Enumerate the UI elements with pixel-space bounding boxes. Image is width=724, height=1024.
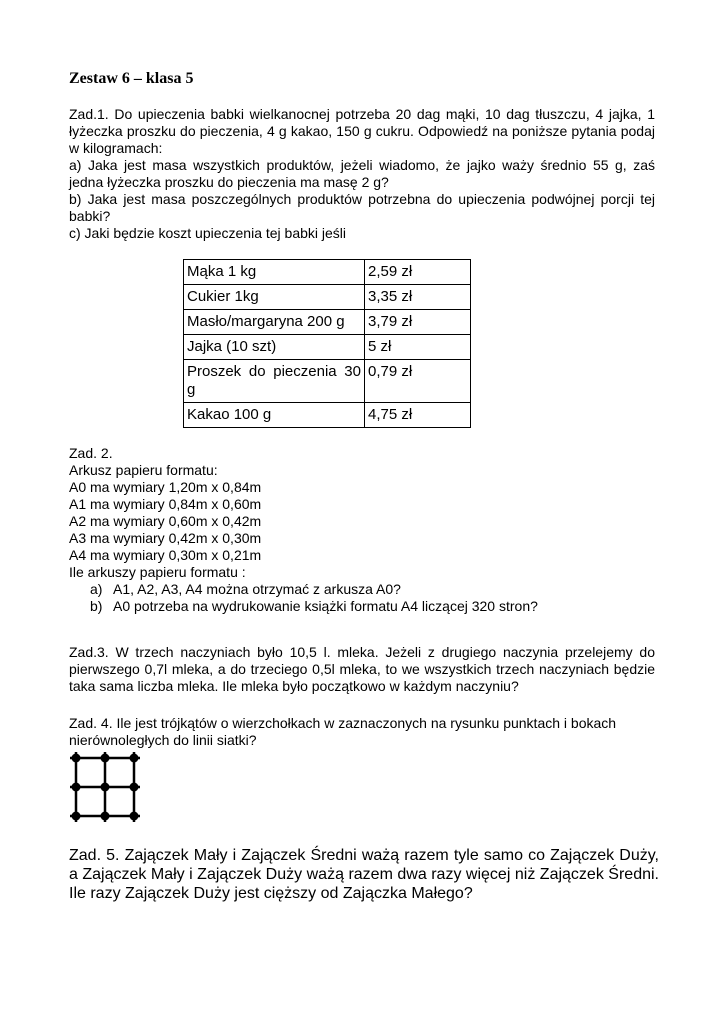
grid-point — [72, 754, 81, 763]
price-value: 0,79 zł — [365, 360, 471, 403]
task-1 — [69, 106, 655, 242]
task-3 — [69, 644, 655, 695]
table-row — [184, 285, 471, 310]
grid-point — [101, 812, 110, 821]
paper-size-a0: A0 ma wymiary 1,20m x 0,84m — [69, 479, 262, 495]
grid-point — [130, 783, 139, 792]
grid-point — [101, 754, 110, 763]
paper-size-a3: A3 ma wymiary 0,42m x 0,30m — [69, 530, 262, 546]
price-item: Proszek do pieczenia 30 g — [184, 360, 365, 403]
task-2 — [69, 445, 655, 615]
price-value: 4,75 zł — [365, 403, 471, 428]
price-value: 3,79 zł — [365, 310, 471, 335]
paper-size-a1: A1 ma wymiary 0,84m x 0,60m — [69, 496, 262, 512]
list-marker: b) — [90, 598, 103, 614]
grid-point — [130, 754, 139, 763]
price-value: 3,35 zł — [365, 285, 471, 310]
price-table — [183, 259, 471, 428]
price-item: Mąka 1 kg — [184, 260, 365, 285]
list-text: A0 potrzeba na wydrukowanie książki formatu A4 liczącej 320 stron? — [113, 598, 538, 614]
task-5-text: Zad. 5. Zajączek Mały i Zajączek Średni ważą razem tyle samo co Zajączek Duży, a Zajączek Mały i Zajączek Duży ważą razem dwa razy więcej niż Zajączek Średni. Ile razy Zajączek Duży jest cięższy od Zajączka Małego? — [69, 847, 659, 902]
table-row — [184, 260, 471, 285]
list-item — [69, 581, 655, 598]
task-3-text: Zad.3. W trzech naczyniach było 10,5 l. mleka. Jeżeli z drugiego naczynia przelejemy do pierwszego 0,7l mleka, a do trzeciego 0,5l mleka, to we wszystkich trzech naczyniach będzie taka sama liczba mleka. Ile mleka było początkowo w każdym naczyniu? — [69, 644, 655, 694]
price-item: Masło/margaryna 200 g — [184, 310, 365, 335]
list-marker: a) — [90, 581, 103, 597]
grid-point — [130, 812, 139, 821]
list-item — [69, 598, 655, 615]
task-1-question-b: b) Jaka jest masa poszczególnych produktów potrzebna do upieczenia podwójnej porcji tej babki? — [69, 191, 655, 224]
grid-point — [72, 783, 81, 792]
task-1-question-c: c) Jaki będzie koszt upieczenia tej babki jeśli — [69, 225, 347, 241]
task-2-question: Ile arkuszy papieru formatu : — [69, 564, 246, 580]
table-row — [184, 335, 471, 360]
task-1-intro: Zad.1. Do upieczenia babki wielkanocnej potrzeba 20 dag mąki, 10 dag tłuszczu, 4 jajka, 1 łyżeczka proszku do pieczenia, 4 g kakao, 150 g cukru. Odpowiedź na poniższe pytania podaj w kilogramach: — [69, 106, 655, 156]
task-5 — [69, 846, 659, 903]
price-value: 5 zł — [365, 335, 471, 360]
paper-size-a2: A2 ma wymiary 0,60m x 0,42m — [69, 513, 262, 529]
dot-grid-figure — [70, 752, 140, 822]
table-row — [184, 403, 471, 428]
task-2-heading: Zad. 2. — [69, 445, 113, 461]
price-item: Jajka (10 szt) — [184, 335, 365, 360]
grid-point — [72, 812, 81, 821]
table-row — [184, 360, 471, 403]
task-4-line-1: Zad. 4. Ile jest trójkątów o wierzchołkach w zaznaczonych na rysunku punktach i bokach — [69, 715, 617, 731]
task-2-intro: Arkusz papieru formatu: — [69, 462, 218, 478]
grid-point — [101, 783, 110, 792]
task-1-question-a: a) Jaka jest masa wszystkich produktów, jeżeli wiadomo, że jajko waży średnio 55 g, zaś jedna łyżeczka proszku do pieczenia ma masę 2 g? — [69, 157, 655, 190]
price-item: Kakao 100 g — [184, 403, 365, 428]
task-2-subquestions — [69, 581, 655, 615]
price-value: 2,59 zł — [365, 260, 471, 285]
page-title: Zestaw 6 – klasa 5 — [69, 70, 194, 87]
list-text: A1, A2, A3, A4 można otrzymać z arkusza A0? — [113, 581, 401, 597]
table-row — [184, 310, 471, 335]
paper-size-a4: A4 ma wymiary 0,30m x 0,21m — [69, 547, 262, 563]
task-4-line-2: nierównoległych do linii siatki? — [69, 732, 257, 748]
price-item: Cukier 1kg — [184, 285, 365, 310]
task-4 — [69, 715, 655, 749]
